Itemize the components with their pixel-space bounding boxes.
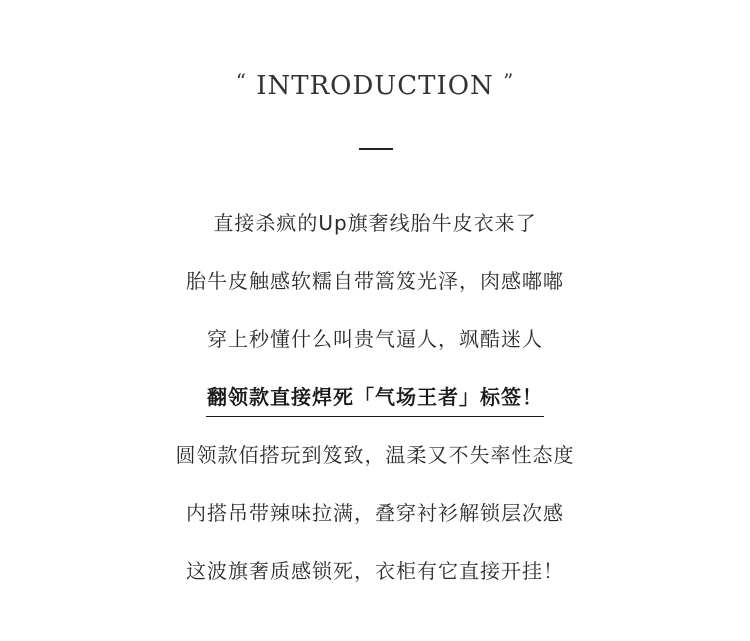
intro-line-5 <box>0 435 750 493</box>
intro-line-3-text: 穿上秒懂什么叫贵气逼人，飒酷迷人 <box>207 327 543 351</box>
heading-divider <box>359 148 393 150</box>
intro-line-5-text: 圆领款佰搭玩到笈致，温柔又不失率性态度 <box>175 443 575 467</box>
intro-line-7 <box>0 551 750 609</box>
intro-line-7-text: 这波旗奢质感锁死，衣柜有它直接开挂！ <box>186 559 564 583</box>
intro-text-block <box>0 203 750 609</box>
intro-line-2 <box>0 261 750 319</box>
intro-line-3 <box>0 319 750 377</box>
heading-title: INTRODUCTION <box>256 71 494 101</box>
section-heading <box>0 62 750 105</box>
open-quote: “ <box>235 69 247 93</box>
intro-line-1 <box>0 203 750 261</box>
intro-line-2-text: 胎牛皮触感软糯自带篙笈光泽，肉感嘟嘟 <box>186 269 564 293</box>
intro-line-4-highlighted <box>0 377 750 435</box>
intro-line-6-text: 内搭吊带辣味拉满，叠穿衬衫解锁层次感 <box>186 501 564 525</box>
intro-line-4-text: 翻领款直接焊死「气场王者」标签！ <box>206 378 544 417</box>
intro-line-1-text: 直接杀疯的Up旗奢线胎牛皮衣来了 <box>213 211 537 235</box>
close-quote: ” <box>503 69 515 93</box>
intro-line-6 <box>0 493 750 551</box>
